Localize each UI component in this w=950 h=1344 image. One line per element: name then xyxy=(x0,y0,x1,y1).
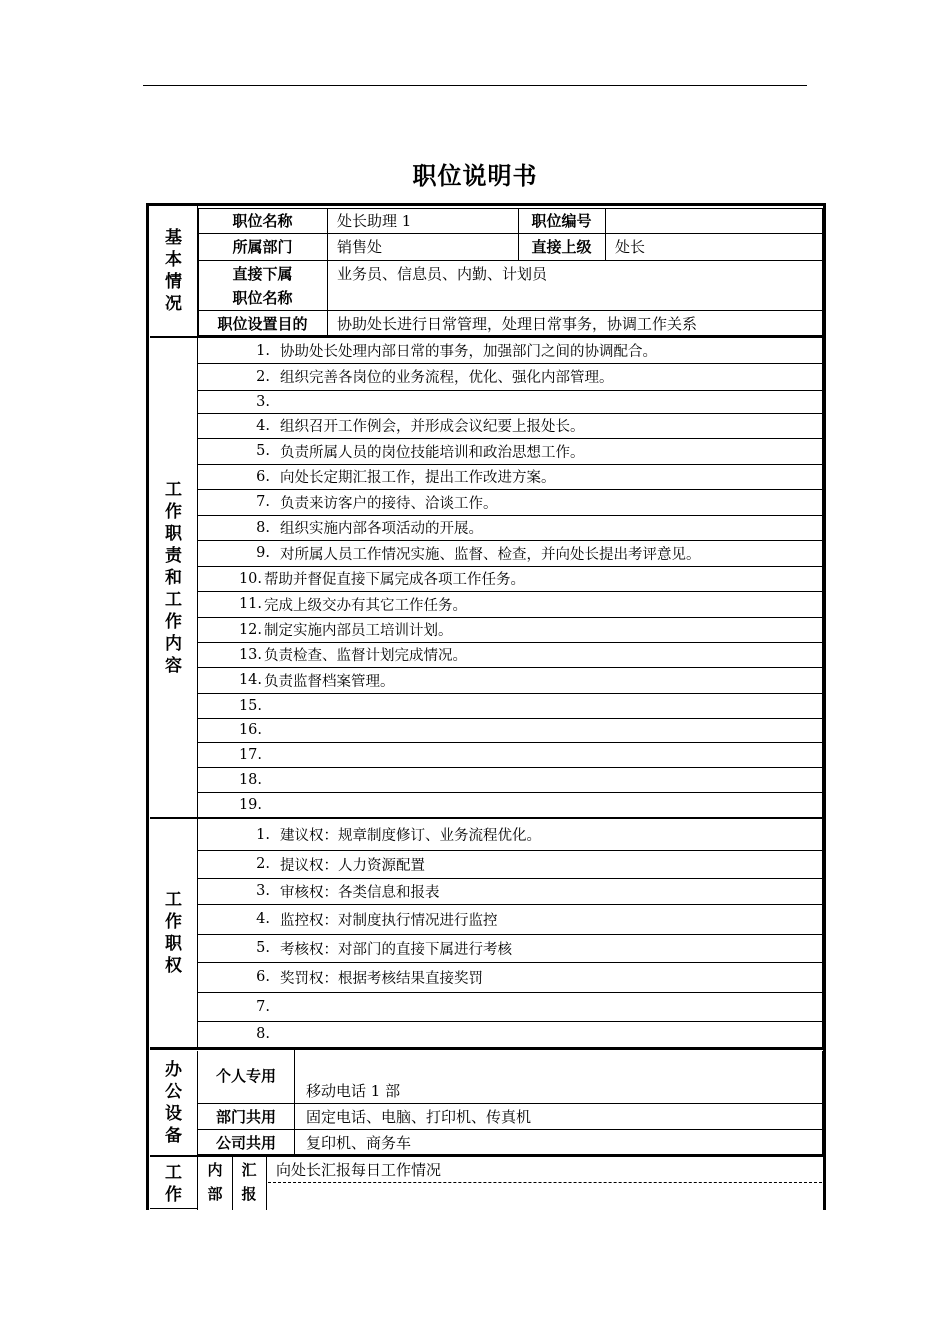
duties-item-number: 19. xyxy=(238,796,262,813)
duties-item xyxy=(200,438,822,464)
duties-item xyxy=(200,338,822,363)
duties-item-text: 协助处长处理内部日常的事务，加强部门之间的协调配合。 xyxy=(280,344,657,360)
duties-item xyxy=(200,667,822,693)
section-authority-label: 工作职权 xyxy=(165,890,182,976)
authority-item-number: 5. xyxy=(256,940,270,956)
duties-item xyxy=(200,464,822,489)
duties-item-text: 负责检查、监督计划完成情况。 xyxy=(264,648,467,664)
purpose-value: 协助处长进行日常管理，处理日常事务，协调工作关系 xyxy=(337,314,698,333)
section-basic xyxy=(150,206,198,336)
authority-item-text: 考核权：对部门的直接下属进行考核 xyxy=(280,941,512,958)
section-basic-label: 基本情况 xyxy=(165,228,182,314)
duties-item xyxy=(200,767,822,792)
duties-item xyxy=(200,515,822,540)
authority-item-text: 监控权：对制度执行情况进行监控 xyxy=(280,912,498,929)
duties-item-text: 制定实施内部员工培训计划。 xyxy=(264,623,453,639)
section-equipment xyxy=(150,1051,198,1155)
authority-item xyxy=(200,819,822,850)
authority-item xyxy=(200,992,822,1021)
duties-item-text: 完成上级交办有其它工作任务。 xyxy=(264,597,467,614)
section-duties xyxy=(150,338,198,818)
supervisor-value: 处长 xyxy=(615,238,646,256)
duties-item xyxy=(200,540,822,566)
report-label: 汇报 xyxy=(241,1161,257,1203)
authority-item xyxy=(200,1021,822,1047)
duties-item-number: 14. xyxy=(238,672,262,688)
duties-item xyxy=(200,742,822,767)
personal-equipment-value: 移动电话 1 部 xyxy=(306,1081,401,1100)
duties-item-number: 7. xyxy=(256,494,270,510)
section-equipment-label: 办公设备 xyxy=(165,1060,182,1146)
duties-item-text: 负责来访客户的接待、洽谈工作。 xyxy=(280,495,498,512)
duties-item xyxy=(200,642,822,667)
authority-item-number: 1. xyxy=(256,826,270,843)
supervisor-label: 直接上级 xyxy=(531,238,592,256)
duties-item-number: 12. xyxy=(238,621,262,638)
page-title: 职位说明书 xyxy=(412,162,538,190)
duties-item-number: 17. xyxy=(238,746,262,763)
personal-equipment-label: 个人专用 xyxy=(215,1066,276,1085)
position-name-label: 职位名称 xyxy=(232,212,293,230)
department-equipment-value: 固定电话、电脑、打印机、传真机 xyxy=(306,1107,532,1126)
duties-item xyxy=(200,363,822,390)
duties-item-number: 8. xyxy=(256,519,270,536)
internal-label: 内部 xyxy=(207,1161,223,1203)
duties-item xyxy=(200,413,822,438)
duties-item xyxy=(200,489,822,515)
duties-item-text: 组织完善各岗位的业务流程，优化、强化内部管理。 xyxy=(280,370,614,386)
section-duties-label: 工作职责和工作内容 xyxy=(165,480,182,676)
authority-item-text: 审核权：各类信息和报表 xyxy=(280,884,440,901)
duties-item-text: 组织召开工作例会，并形成会议纪要上报处长。 xyxy=(280,419,585,435)
subordinates-value: 业务员、信息员、内勤、计划员 xyxy=(337,264,548,283)
duties-item-text: 帮助并督促直接下属完成各项工作任务。 xyxy=(264,572,525,588)
duties-item-text: 负责所属人员的岗位技能培训和政治思想工作。 xyxy=(280,444,585,461)
duties-item-text: 向处长定期汇报工作，提出工作改进方案。 xyxy=(280,470,556,486)
duties-item-text: 组织实施内部各项活动的开展。 xyxy=(280,521,483,537)
report-value: 向处长汇报每日工作情况 xyxy=(276,1160,442,1179)
authority-item xyxy=(200,934,822,962)
department-label: 所属部门 xyxy=(232,238,293,256)
duties-item xyxy=(200,591,822,617)
duties-item-text: 负责监督档案管理。 xyxy=(264,673,395,690)
dashed-separator xyxy=(268,1182,822,1183)
authority-item-number: 4. xyxy=(256,911,270,927)
authority-item-text: 提议权：人力资源配置 xyxy=(280,857,425,874)
company-equipment-label: 公司共用 xyxy=(215,1133,276,1152)
duties-item-number: 5. xyxy=(256,443,270,459)
authority-item-number: 3. xyxy=(256,883,270,899)
section-relations-label: 工作 xyxy=(165,1162,182,1205)
duties-item-number: 11. xyxy=(238,596,262,612)
section-authority xyxy=(150,819,198,1047)
position-code-label: 职位编号 xyxy=(531,212,592,230)
duties-item-number: 18. xyxy=(238,771,262,788)
position-name-value: 处长助理 1 xyxy=(337,212,412,230)
duties-item-number: 9. xyxy=(256,545,270,561)
authority-item-text: 建议权：规章制度修订、业务流程优化。 xyxy=(280,828,541,844)
authority-item-number: 2. xyxy=(256,856,270,872)
duties-item-number: 10. xyxy=(238,570,262,587)
authority-item xyxy=(200,962,822,992)
header-rule xyxy=(143,85,807,86)
subordinates-label-line1: 直接下属 xyxy=(232,265,293,283)
authority-item xyxy=(200,850,822,878)
purpose-label: 职位设置目的 xyxy=(217,314,308,333)
duties-item-text: 对所属人员工作情况实施、监督、检查，并向处长提出考评意见。 xyxy=(280,546,701,563)
duties-item xyxy=(200,617,822,642)
duties-item xyxy=(200,693,822,718)
authority-item-number: 6. xyxy=(256,969,270,985)
department-equipment-label: 部门共用 xyxy=(215,1107,276,1126)
authority-item-text: 奖罚权：根据考核结果直接奖罚 xyxy=(280,970,483,987)
section-relations xyxy=(150,1157,198,1210)
duties-item xyxy=(200,792,822,817)
duties-item xyxy=(200,566,822,591)
authority-item xyxy=(200,904,822,934)
duties-item xyxy=(200,718,822,742)
company-equipment-value: 复印机、商务车 xyxy=(306,1133,412,1152)
duties-item-number: 15. xyxy=(238,697,262,714)
duties-item-number: 13. xyxy=(238,646,262,663)
duties-item xyxy=(200,390,822,413)
duties-item-number: 4. xyxy=(256,417,270,434)
authority-item-number: 8. xyxy=(256,1026,270,1042)
duties-item-number: 1. xyxy=(256,342,270,359)
duties-item-number: 16. xyxy=(238,722,262,738)
duties-item-number: 2. xyxy=(256,368,270,385)
authority-item xyxy=(200,878,822,904)
authority-item-number: 7. xyxy=(256,998,270,1015)
duties-item-number: 6. xyxy=(256,468,270,485)
duties-item-number: 3. xyxy=(256,393,270,410)
department-value: 销售处 xyxy=(337,238,383,256)
subordinates-label-line2: 职位名称 xyxy=(232,289,293,307)
